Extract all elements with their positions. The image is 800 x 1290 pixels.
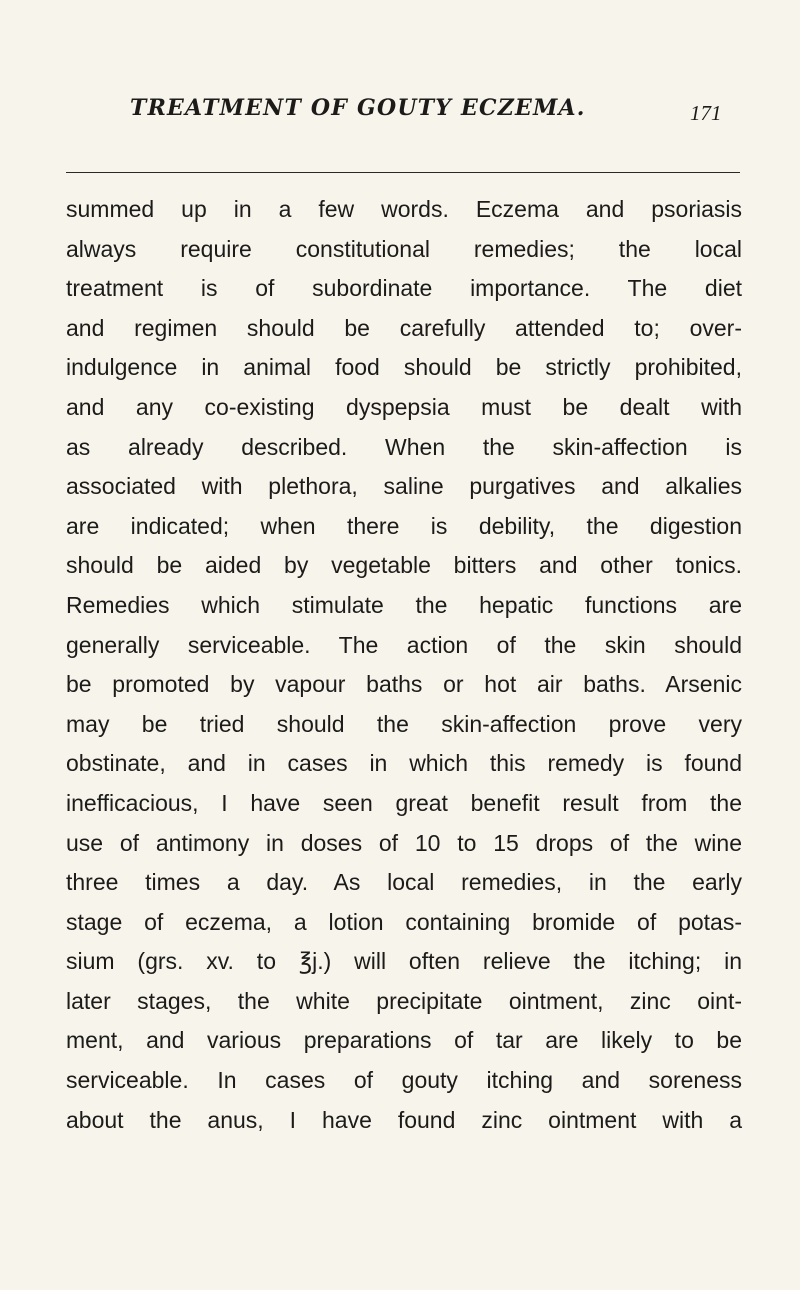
text-line: may be tried should the skin-affection prove very bbox=[66, 710, 742, 737]
text-line: Remedies which stimulate the hepatic functions are bbox=[66, 591, 742, 618]
text-line: always require constitutional remedies; the local bbox=[66, 235, 742, 262]
text-line: sium (grs. xv. to ℥j.) will often relieve the itching; in bbox=[66, 948, 742, 975]
text-line: generally serviceable. The action of the skin should bbox=[66, 631, 742, 658]
text-line: ment, and various preparations of tar are likely to be bbox=[66, 1027, 742, 1054]
header-rule bbox=[66, 172, 740, 173]
text-line: summed up in a few words. Eczema and psoriasis bbox=[66, 196, 742, 222]
text-line: about the anus, I have found zinc ointment with a bbox=[66, 1106, 742, 1133]
page-number: 171 bbox=[690, 101, 722, 125]
text-line: and regimen should be carefully attended to; over- bbox=[66, 314, 742, 341]
text-line: and any co-existing dyspepsia must be dealt with bbox=[66, 393, 742, 420]
text-line: inefficacious, I have seen great benefit result from the bbox=[66, 789, 742, 816]
text-line: associated with plethora, saline purgatives and alkalies bbox=[66, 473, 742, 500]
text-line: indulgence in animal food should be strictly prohibited, bbox=[66, 354, 742, 381]
text-line: obstinate, and in cases in which this remedy is found bbox=[66, 750, 742, 777]
running-head-title: TREATMENT OF GOUTY ECZEMA. bbox=[130, 95, 586, 121]
text-line: as already described. When the skin-affection is bbox=[66, 433, 742, 460]
text-line: stage of eczema, a lotion containing bromide of potas- bbox=[66, 908, 742, 935]
text-line: serviceable. In cases of gouty itching and soreness bbox=[66, 1067, 742, 1094]
text-line: later stages, the white precipitate ointment, zinc oint- bbox=[66, 987, 742, 1014]
text-line: are indicated; when there is debility, the digestion bbox=[66, 512, 742, 539]
text-line: use of antimony in doses of 10 to 15 drops of the wine bbox=[66, 829, 742, 856]
text-line: should be aided by vegetable bitters and other tonics. bbox=[66, 552, 742, 579]
text-line: treatment is of subordinate importance. The diet bbox=[66, 275, 742, 302]
body-paragraph bbox=[66, 190, 742, 1140]
text-line: be promoted by vapour baths or hot air baths. Arsenic bbox=[66, 671, 742, 698]
text-line: three times a day. As local remedies, in the early bbox=[66, 869, 742, 896]
running-head bbox=[0, 92, 800, 132]
